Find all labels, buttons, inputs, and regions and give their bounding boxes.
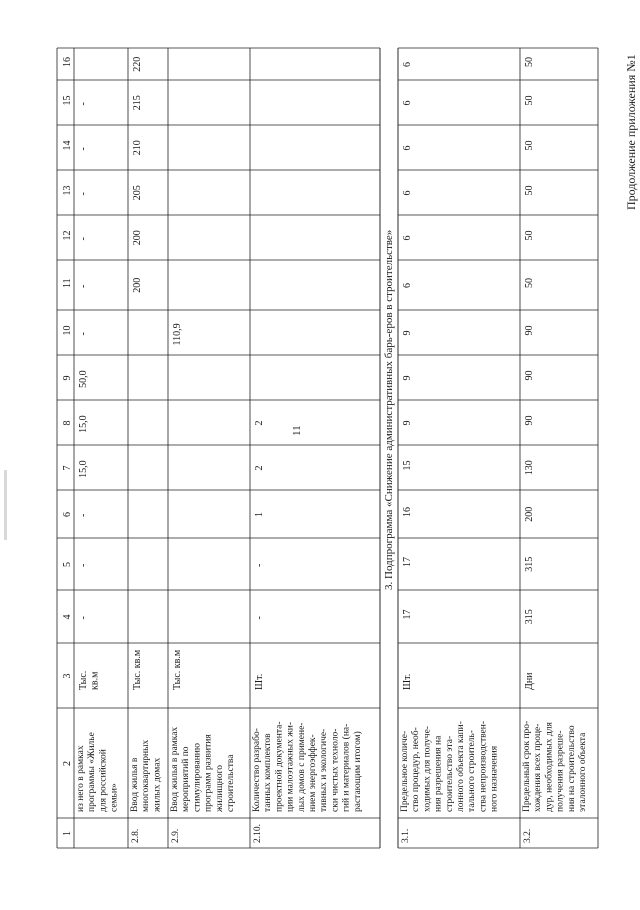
row-value: 210 xyxy=(132,140,143,156)
row-name-line: тивных и экологиче- xyxy=(319,728,330,812)
column-number: 4 xyxy=(62,614,73,620)
row-name-line: ного назначения xyxy=(489,745,500,812)
row-value: 9 xyxy=(402,375,413,381)
column-number: 12 xyxy=(62,230,73,241)
column-number: 8 xyxy=(62,420,73,426)
row-name-line: ходимых для получе- xyxy=(422,726,433,812)
row-name-line: мероприятий по xyxy=(181,746,192,812)
row-value: 90 xyxy=(524,415,535,426)
row-value: 6 xyxy=(402,283,413,288)
row-value: - xyxy=(78,102,89,106)
row-value: 1 xyxy=(254,512,265,517)
row-name-line: получения разреше- xyxy=(555,730,566,812)
row-value: - xyxy=(78,237,89,241)
page-number: 11 xyxy=(291,425,303,436)
row-value: 16 xyxy=(402,507,413,517)
row-name-line: ния на строительство xyxy=(566,725,577,812)
column-number: 6 xyxy=(62,512,73,517)
row-number: 2.9. xyxy=(171,828,181,843)
column-number: 11 xyxy=(62,278,73,288)
row-name-line: из него в рамках xyxy=(76,745,86,812)
row-value: 50 xyxy=(524,230,535,241)
row-value: - xyxy=(254,563,265,567)
row-name-line: программ развития xyxy=(203,734,214,812)
column-number: 5 xyxy=(62,562,73,567)
row-name-line: Количество разрабо- xyxy=(252,728,262,812)
row-unit: Тыс. кв.м xyxy=(172,649,183,690)
row-unit: Дни xyxy=(524,672,535,690)
row-value: 90 xyxy=(524,370,535,381)
row-name-line: хождения всех проце- xyxy=(533,723,544,812)
row-value: 315 xyxy=(524,609,535,625)
row-value: 215 xyxy=(132,95,143,111)
row-value: - xyxy=(78,616,89,620)
row-name-line: ции малоэтажных жи- xyxy=(285,721,296,812)
row-value: 9 xyxy=(402,420,413,426)
row-number: 2.10. xyxy=(253,824,263,843)
row-name-line: ски чистых техноло- xyxy=(330,728,341,812)
column-number: 7 xyxy=(62,465,73,471)
subprogram-title: 3. Подпрограмма «Снижение административных барь-еров в строительстве» xyxy=(383,229,395,590)
row-value: - xyxy=(78,147,89,151)
row-value: 6 xyxy=(402,190,413,196)
row-value: 50 xyxy=(524,140,535,151)
row-value: 50 xyxy=(524,57,535,67)
row-value: - xyxy=(78,284,89,288)
row-value: 50 xyxy=(524,185,535,196)
row-value: 15,0 xyxy=(78,415,89,433)
row-name-line: Ввод жилья в рамках xyxy=(170,726,180,812)
row-value: 50,0 xyxy=(78,370,89,388)
column-number: 3 xyxy=(62,673,73,679)
row-value: 90 xyxy=(524,325,535,336)
continuation-caption: Продолжение приложения №1 xyxy=(624,54,638,210)
row-name-line: танных комплектов xyxy=(263,733,274,812)
row-value: - xyxy=(254,616,265,620)
column-number: 1 xyxy=(62,831,73,836)
column-number: 16 xyxy=(62,57,73,67)
row-name-line: гий и материалов (на- xyxy=(341,723,352,812)
row-value: 220 xyxy=(132,56,143,72)
column-number: 9 xyxy=(62,375,73,381)
row-unit: Шт. xyxy=(402,673,413,690)
row-value: 6 xyxy=(402,100,413,106)
row-unit: Тыс. xyxy=(78,670,89,690)
row-name-line: Ввод жилья в xyxy=(130,757,140,812)
row-value: - xyxy=(78,513,89,517)
row-name-line: жилищного xyxy=(214,764,225,812)
row-name-line: строительство эта- xyxy=(444,735,455,812)
row-name-line: лых домов с примене- xyxy=(296,722,307,812)
row-value: 6 xyxy=(402,62,413,67)
column-number: 10 xyxy=(62,325,73,336)
row-value: 50 xyxy=(524,95,535,106)
row-name-line: ства непроизводствен- xyxy=(478,720,489,812)
row-name-line: дур, необходимых для xyxy=(544,722,555,812)
row-value: 6 xyxy=(402,145,413,151)
row-name-line: семьи» xyxy=(109,783,120,812)
row-name-line: строительства xyxy=(226,754,236,812)
row-name-line: растающим итогом) xyxy=(352,731,363,812)
column-number: 15 xyxy=(62,95,73,106)
row-value: 50 xyxy=(524,278,535,288)
row-name-line: программы «Жилье xyxy=(87,732,98,812)
row-name-line: стимулированию xyxy=(192,743,203,812)
row-name-line: ния разрешения на xyxy=(433,735,444,812)
row-value: 6 xyxy=(402,235,413,241)
row-value: 200 xyxy=(132,277,143,293)
row-number: 3.1. xyxy=(401,828,411,843)
row-value: 15,0 xyxy=(78,460,89,478)
row-number: 2.8. xyxy=(131,828,141,843)
row-name-line: лонного объекта капи- xyxy=(456,721,466,812)
row-name-line: жилых домах xyxy=(152,757,163,812)
row-name-line: ство процедур, необ- xyxy=(411,727,422,812)
row-value: 315 xyxy=(524,556,535,572)
row-value: 2 xyxy=(254,420,265,426)
row-name-line: нием энергоэффек- xyxy=(308,734,318,812)
row-name-line: многоквартирных xyxy=(141,739,152,812)
row-value: 130 xyxy=(524,460,535,476)
scan-artifact xyxy=(4,470,7,540)
row-value: - xyxy=(78,332,89,336)
row-unit: кв.м xyxy=(89,671,101,690)
row-value: 205 xyxy=(132,185,143,201)
row-name-line: проектной документа- xyxy=(274,721,285,812)
row-name-line: тального строитель- xyxy=(467,730,478,812)
row-unit: Шт. xyxy=(254,673,265,690)
row-value: 17 xyxy=(402,609,413,620)
row-value: 15 xyxy=(402,460,413,471)
column-number: 14 xyxy=(62,140,73,151)
row-name-line: Предельное количе- xyxy=(400,730,410,812)
row-number: 3.2. xyxy=(523,828,533,843)
row-value: 200 xyxy=(132,230,143,246)
row-value: - xyxy=(78,192,89,196)
row-value: 17 xyxy=(402,557,413,567)
column-number: 13 xyxy=(62,185,73,196)
row-value: 2 xyxy=(254,465,265,471)
row-name-line: Предельный срок про- xyxy=(522,720,532,812)
row-value: 9 xyxy=(402,330,413,336)
row-value: 110,9 xyxy=(172,323,183,346)
column-number: 2 xyxy=(62,761,73,766)
row-value: - xyxy=(78,563,89,567)
row-value: 200 xyxy=(524,506,535,522)
row-unit: Тыс. кв.м xyxy=(132,649,143,690)
row-name-line: для российской xyxy=(98,749,109,812)
row-name-line: эталонного объекта xyxy=(578,732,588,812)
